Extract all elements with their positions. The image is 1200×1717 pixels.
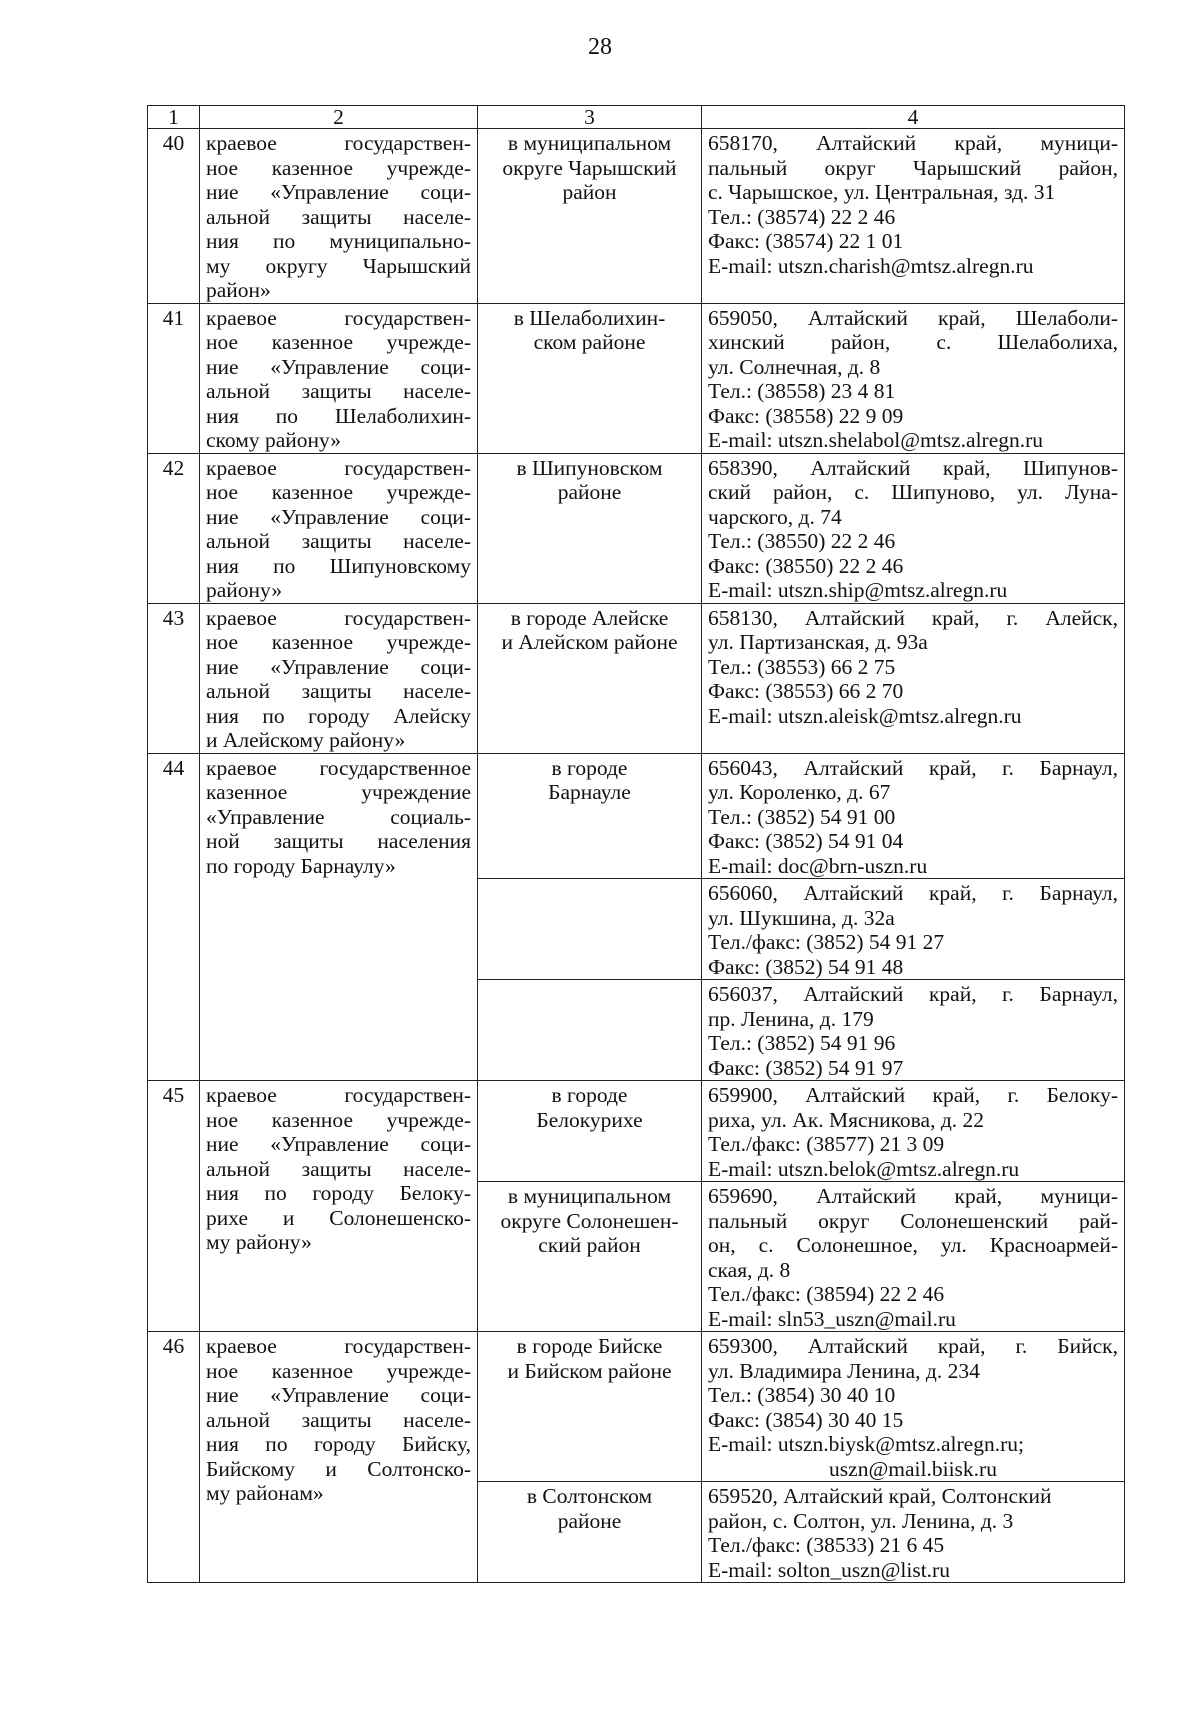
organization-line: «Управление социаль-: [206, 804, 471, 829]
location-line: районе: [557, 1508, 622, 1533]
address-cell: [702, 453, 1125, 603]
address-cell: [702, 879, 1125, 980]
organization-line: району»: [206, 578, 283, 602]
registry-table: [147, 105, 1125, 1583]
location-line: в Шипуновском: [516, 455, 663, 480]
location-line: в городе: [551, 755, 628, 780]
organization-line: ние «Управление соци-: [206, 504, 471, 529]
location-line: в муниципальном: [507, 1184, 672, 1208]
location-cell: [478, 453, 702, 603]
address-line: Тел.: (38574) 22 2 46: [708, 204, 896, 229]
column-header-3: 3: [478, 106, 702, 129]
email-line: E-mail: utszn.ship@mtsz.alregn.ru: [708, 578, 1008, 602]
location-cell: [478, 1332, 702, 1482]
address-cell: [702, 1182, 1125, 1332]
organization-line: ние «Управление соци-: [206, 1132, 471, 1156]
organization-line: альной защиты населе-: [206, 679, 471, 703]
header-row: [148, 106, 1125, 129]
location-line: район: [562, 180, 617, 204]
address-line: Тел./факс: (3852) 54 91 27: [708, 930, 945, 954]
address-line: Тел.: (38550) 22 2 46: [708, 529, 896, 553]
location-line: округе Солонешен-: [500, 1208, 679, 1233]
location-line: в городе Бийске: [516, 1334, 663, 1358]
email-line: E-mail: utszn.aleisk@mtsz.alregn.ru: [708, 703, 1022, 728]
address-line: Тел./факс: (38594) 22 2 46: [708, 1282, 945, 1306]
organization-line: рихе и Солонешенско-: [206, 1205, 471, 1230]
email-line: E-mail: utszn.shelabol@mtsz.alregn.ru: [708, 428, 1044, 452]
organization-line: альной защиты населе-: [206, 379, 471, 403]
address-line: Тел.: (38558) 23 4 81: [708, 379, 896, 403]
location-line: Барнауле: [548, 780, 631, 804]
address-line: Факс: (3852) 54 91 97: [708, 1055, 904, 1080]
address-line: Тел.: (3854) 30 40 10: [708, 1383, 896, 1407]
email-line: E-mail: utszn.belok@mtsz.alregn.ru: [708, 1156, 1020, 1181]
organization-line: ния по городу Бийску,: [206, 1432, 471, 1456]
organization-line: ное казенное учрежде-: [206, 630, 471, 654]
organization-line: ния по городу Белоку-: [206, 1181, 471, 1205]
address-line: риха, ул. Ак. Мясникова, д. 22: [708, 1107, 985, 1132]
address-line: 656043, Алтайский край, г. Барнаул,: [708, 755, 1118, 780]
address-line: Тел./факс: (38533) 21 6 45: [708, 1533, 945, 1557]
location-cell: [478, 1482, 702, 1583]
address-line: пальный округ Солонешенский рай-: [708, 1208, 1118, 1233]
organization-cell: [200, 129, 478, 304]
address-line: пальный округ Чарышский район,: [708, 155, 1118, 180]
organization-line: краевое государствен-: [206, 305, 471, 330]
address-line: Факс: (38550) 22 2 46: [708, 553, 904, 578]
organization-line: краевое государствен-: [206, 455, 471, 480]
email-line: E-mail: solton_uszn@list.ru: [708, 1557, 950, 1582]
table-row: [148, 603, 1125, 753]
organization-line: Бийскому и Солтонско-: [206, 1456, 471, 1481]
organization-line: скому району»: [206, 428, 342, 452]
address-line: хинский район, с. Шелаболиха,: [708, 330, 1118, 354]
address-line: 658170, Алтайский край, муници-: [708, 131, 1118, 155]
location-line: Белокурихе: [536, 1107, 643, 1132]
row-number: 40: [148, 129, 200, 304]
location-line: и Алейском районе: [501, 630, 678, 654]
address-line: 656060, Алтайский край, г. Барнаул,: [708, 881, 1118, 905]
address-line: Тел.: (3852) 54 91 00: [708, 804, 896, 829]
address-cell: [702, 603, 1125, 753]
organization-cell: [200, 1332, 478, 1583]
organization-line: казенное учреждение: [206, 780, 471, 804]
address-line: 659520, Алтайский край, Солтонский: [708, 1484, 1052, 1508]
email-line: E-mail: utszn.charish@mtsz.alregn.ru: [708, 253, 1034, 278]
location-line: в Солтонском: [526, 1484, 653, 1508]
organization-line: альной защиты населе-: [206, 204, 471, 229]
address-line: ская, д. 8: [708, 1257, 791, 1282]
organization-line: альной защиты населе-: [206, 1407, 471, 1432]
organization-line: му районам»: [206, 1481, 324, 1505]
address-line: ул. Короленко, д. 67: [708, 780, 891, 804]
address-line: Тел./факс: (38577) 21 3 09: [708, 1132, 945, 1156]
organization-line: му округу Чарышский: [206, 253, 471, 278]
row-number: 45: [148, 1081, 200, 1332]
location-cell: [478, 129, 702, 304]
organization-line: альной защиты населе-: [206, 1156, 471, 1181]
location-cell: [478, 879, 702, 980]
organization-line: краевое государствен-: [206, 605, 471, 630]
column-header-1: 1: [148, 106, 200, 129]
organization-cell: [200, 303, 478, 453]
address-line: Факс: (38558) 22 9 09: [708, 403, 904, 428]
page-number: 28: [588, 34, 612, 60]
location-line: и Бийском районе: [507, 1358, 672, 1383]
email-line: uszn@mail.biisk.ru: [829, 1456, 997, 1481]
table-row: [148, 1081, 1125, 1182]
column-header-2: 2: [200, 106, 478, 129]
address-line: 659050, Алтайский край, Шелаболи-: [708, 305, 1118, 330]
location-line: в Шелаболихин-: [513, 305, 666, 330]
row-number: 43: [148, 603, 200, 753]
column-header-4: 4: [702, 106, 1125, 129]
location-line: в городе Алейске: [510, 605, 669, 630]
organization-line: ние «Управление соци-: [206, 654, 471, 679]
location-line: округе Чарышский: [502, 155, 677, 180]
address-line: Факс: (3852) 54 91 04: [708, 829, 904, 853]
address-line: 659300, Алтайский край, г. Бийск,: [708, 1334, 1118, 1358]
organization-line: краевое государствен-: [206, 1083, 471, 1107]
address-cell: [702, 129, 1125, 304]
address-line: Факс: (38574) 22 1 01: [708, 229, 904, 253]
table-row: [148, 1332, 1125, 1482]
address-line: он, с. Солонешное, ул. Красноармей-: [708, 1233, 1118, 1257]
address-cell: [702, 1482, 1125, 1583]
address-line: Факс: (38553) 66 2 70: [708, 679, 904, 703]
address-line: Факс: (3852) 54 91 48: [708, 954, 904, 979]
organization-line: ное казенное учрежде-: [206, 1107, 471, 1132]
organization-line: ное казенное учрежде-: [206, 1358, 471, 1383]
row-number: 41: [148, 303, 200, 453]
address-line: ул. Партизанская, д. 93а: [708, 630, 928, 654]
address-line: ский район, с. Шипуново, ул. Луна-: [708, 480, 1118, 504]
organization-cell: [200, 1081, 478, 1332]
table-row: [148, 303, 1125, 453]
table-row: [148, 753, 1125, 879]
location-cell: [478, 1081, 702, 1182]
address-line: ул. Владимира Ленина, д. 234: [708, 1358, 980, 1383]
email-line: E-mail: sln53_uszn@mail.ru: [708, 1306, 956, 1331]
organization-line: ния по Шипуновскому: [206, 553, 471, 578]
organization-line: ной защиты населения: [206, 829, 471, 853]
address-cell: [702, 303, 1125, 453]
organization-cell: [200, 453, 478, 603]
organization-line: краевое государствен-: [206, 131, 471, 155]
address-cell: [702, 1332, 1125, 1482]
organization-line: ное казенное учрежде-: [206, 330, 471, 354]
organization-line: ное казенное учрежде-: [206, 155, 471, 180]
organization-line: краевое государственное: [206, 755, 471, 780]
row-number: 42: [148, 453, 200, 603]
email-line: E-mail: doc@brn-uszn.ru: [708, 853, 928, 878]
address-line: 656037, Алтайский край, г. Барнаул,: [708, 982, 1118, 1006]
organization-line: ние «Управление соци-: [206, 354, 471, 379]
organization-line: ное казенное учрежде-: [206, 480, 471, 504]
address-line: с. Чарышское, ул. Центральная, зд. 31: [708, 180, 1056, 204]
organization-line: альной защиты населе-: [206, 529, 471, 553]
organization-line: по городу Барнаулу»: [206, 853, 396, 878]
address-line: 659690, Алтайский край, муници-: [708, 1184, 1118, 1208]
address-cell: [702, 1081, 1125, 1182]
address-cell: [702, 753, 1125, 879]
organization-line: и Алейскому району»: [206, 728, 406, 752]
location-line: ском районе: [533, 330, 646, 354]
location-line: районе: [557, 480, 622, 504]
organization-line: ния по муниципально-: [206, 229, 471, 253]
organization-line: ния по Шелаболихин-: [206, 403, 471, 428]
address-line: ул. Шукшина, д. 32а: [708, 905, 895, 930]
location-cell: [478, 303, 702, 453]
address-line: 658130, Алтайский край, г. Алейск,: [708, 605, 1118, 630]
location-cell: [478, 753, 702, 879]
address-cell: [702, 980, 1125, 1081]
location-cell: [478, 603, 702, 753]
location-line: ский район: [538, 1233, 641, 1257]
address-line: чарского, д. 74: [708, 504, 842, 529]
organization-line: краевое государствен-: [206, 1334, 471, 1358]
address-line: ул. Солнечная, д. 8: [708, 354, 881, 379]
organization-line: ние «Управление соци-: [206, 1383, 471, 1407]
organization-cell: [200, 603, 478, 753]
row-number: 46: [148, 1332, 200, 1583]
organization-line: район»: [206, 278, 271, 302]
organization-line: ние «Управление соци-: [206, 180, 471, 204]
address-line: 659900, Алтайский край, г. Белоку-: [708, 1083, 1118, 1107]
email-line: E-mail: utszn.biysk@mtsz.alregn.ru;: [708, 1432, 1024, 1456]
address-line: Тел.: (38553) 66 2 75: [708, 654, 896, 679]
address-line: Факс: (3854) 30 40 15: [708, 1407, 904, 1432]
organization-line: му району»: [206, 1230, 312, 1254]
location-line: в муниципальном: [507, 131, 672, 155]
organization-line: ния по городу Алейску: [206, 703, 471, 728]
table-row: [148, 453, 1125, 603]
address-line: район, с. Солтон, ул. Ленина, д. 3: [708, 1508, 1014, 1533]
address-line: пр. Ленина, д. 179: [708, 1006, 874, 1031]
organization-cell: [200, 753, 478, 1081]
address-line: 658390, Алтайский край, Шипунов-: [708, 455, 1118, 480]
row-number: 44: [148, 753, 200, 1081]
location-line: в городе: [551, 1083, 628, 1107]
location-cell: [478, 980, 702, 1081]
table-row: [148, 129, 1125, 304]
location-cell: [478, 1182, 702, 1332]
address-line: Тел.: (3852) 54 91 96: [708, 1031, 896, 1055]
